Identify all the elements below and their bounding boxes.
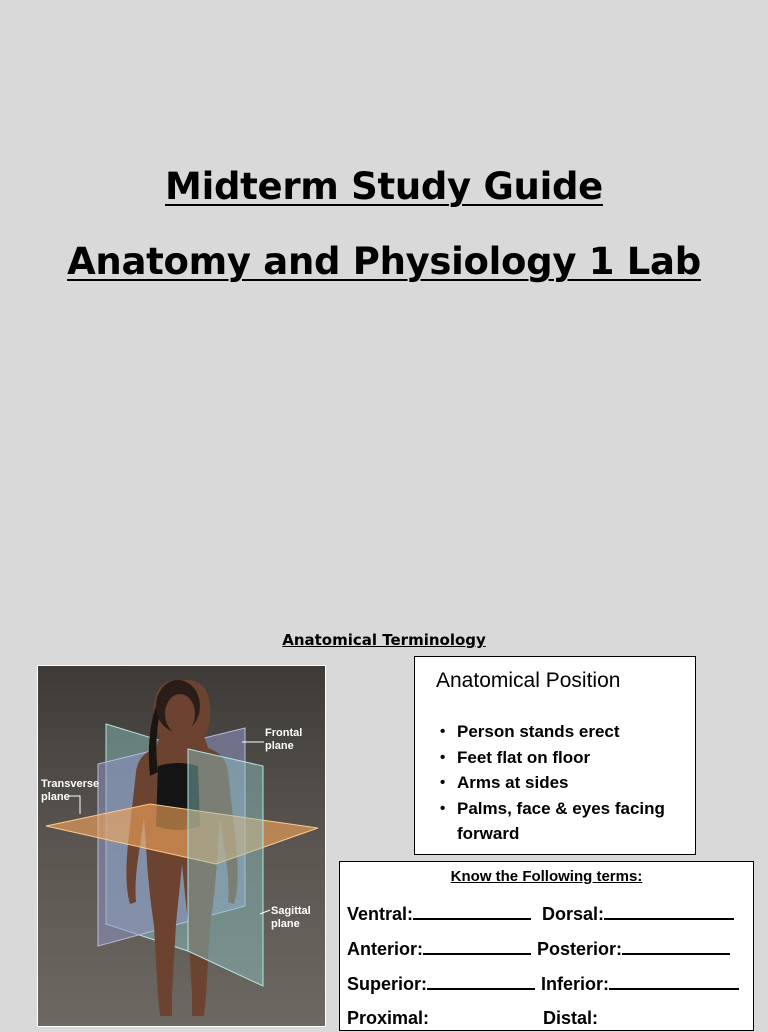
term-posterior: Posterior: xyxy=(537,938,730,960)
transverse-label-line2: plane xyxy=(41,791,70,803)
term-row xyxy=(347,938,747,962)
term-row xyxy=(347,903,747,927)
sagittal-label-line1: Sagittal xyxy=(271,905,311,917)
terms-heading: Know the Following terms: xyxy=(450,868,643,885)
anatomical-planes-illustration xyxy=(38,666,325,1026)
term-anterior: Anterior: xyxy=(347,938,531,960)
frontal-plane-label xyxy=(265,727,302,753)
anatomical-position-box xyxy=(414,656,696,855)
page-title: Midterm Study Guide xyxy=(165,165,603,208)
transverse-label-line1: Transverse xyxy=(41,778,100,790)
list-item: • Arms at sides xyxy=(437,770,692,796)
anatomical-position-title: Anatomical Position xyxy=(436,669,621,692)
list-item: • Palms, face & eyes facing forward xyxy=(437,796,692,847)
list-item: • Feet flat on floor xyxy=(437,745,692,771)
section-heading: Anatomical Terminology xyxy=(282,631,486,649)
list-item: • Person stands erect xyxy=(437,719,692,745)
frontal-label-line2: plane xyxy=(265,740,294,752)
term-dorsal: Dorsal: xyxy=(542,903,734,925)
term-proximal: Proximal: xyxy=(347,1008,430,1028)
terms-box xyxy=(339,861,754,1031)
sagittal-plane-front xyxy=(188,749,263,986)
frontal-label-line1: Frontal xyxy=(265,727,303,739)
sagittal-label-line2: plane xyxy=(271,918,300,930)
term-ventral: Ventral: xyxy=(347,903,531,925)
term-inferior: Inferior: xyxy=(541,973,739,995)
sagittal-plane-label xyxy=(271,905,311,931)
page-subtitle: Anatomy and Physiology 1 Lab xyxy=(67,240,701,283)
term-row xyxy=(347,973,747,997)
transverse-plane-label xyxy=(41,778,99,804)
anatomical-position-list xyxy=(437,719,692,847)
term-superior: Superior: xyxy=(347,973,535,995)
term-row xyxy=(347,1008,747,1032)
anatomical-planes-figure xyxy=(37,665,326,1027)
term-distal: Distal: xyxy=(543,1008,599,1028)
